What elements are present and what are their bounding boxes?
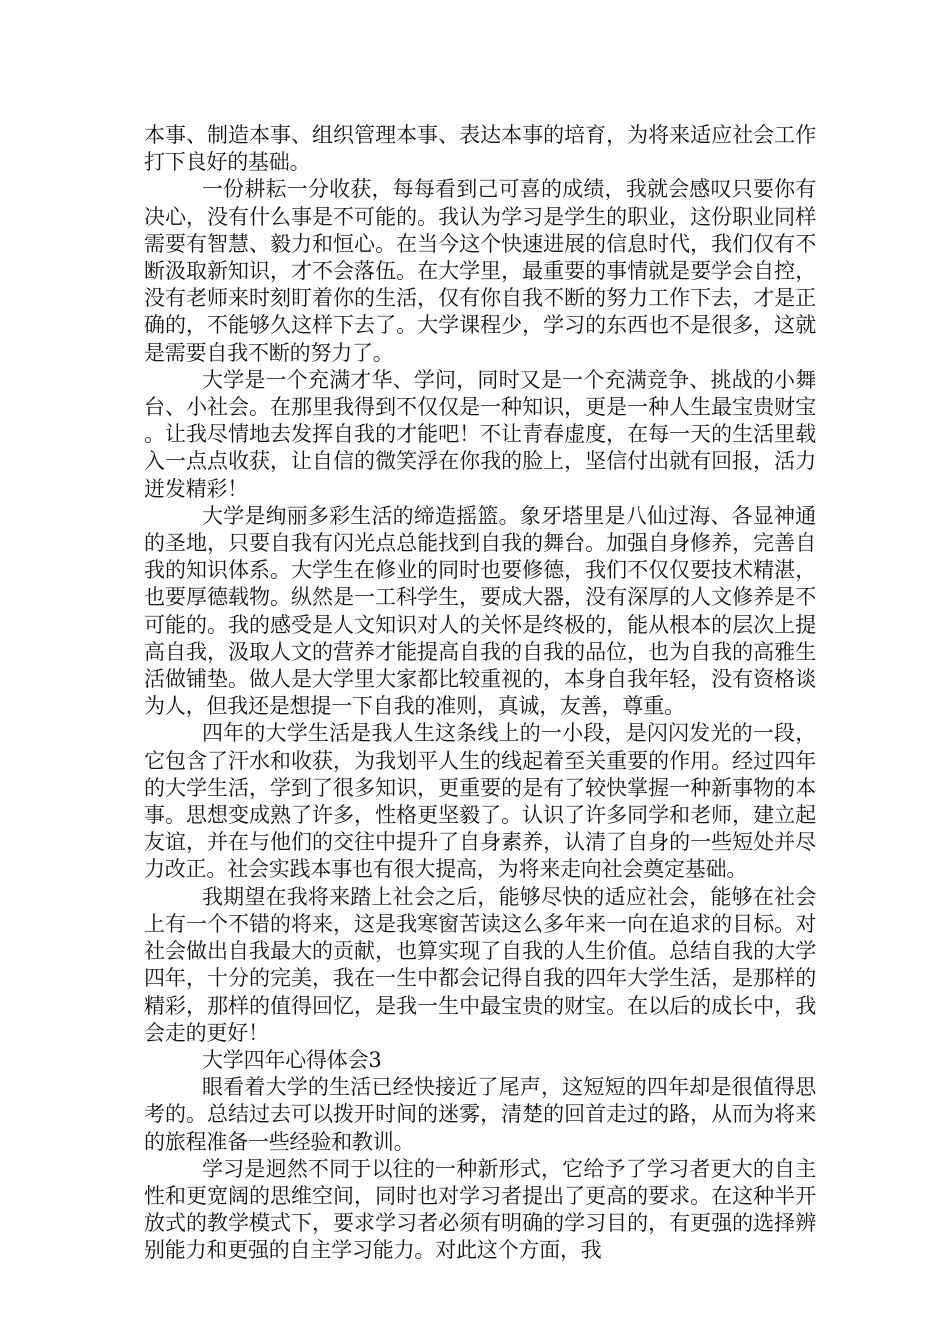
section-heading: 大学四年心得体会3 bbox=[202, 1047, 382, 1072]
paragraph-7: 眼看着大学的生活已经快接近了尾声，这短短的四年却是很值得思考的。总结过去可以拨开时间的迷雾，清楚的回首走过的路，从而为将来的旅程准备一些经验和教训。 bbox=[144, 1075, 816, 1154]
paragraph-8: 学习是迥然不同于以往的一种新形式，它给予了学习者更大的自主性和更宽阔的思维空间，同时也对学习者提出了更高的要求。在这种半开放式的教学模式下，要求学习者必须有明确的学习目的，有更强的选择辨别能力和更强的自主学习能力。对此这个方面，我 bbox=[144, 1156, 816, 1263]
paragraph-3: 大学是一个充满才华、学问，同时又是一个充满竞争、挑战的小舞台、小社会。在那里我得到不仅仅是一种知识，更是一种人生最宝贵财宝。让我尽情地去发挥自我的才能吧！不让青春虚度，在每一天的生活里载入一点点收获，让自信的微笑浮在你我的脸上，坚信付出就有回报，活力迸发精彩！ bbox=[144, 367, 816, 501]
paragraph-2: 一份耕耘一分收获，每每看到己可喜的成绩，我就会感叹只要你有决心，没有什么事是不可能的。我认为学习是学生的职业，这份职业同样需要有智慧、毅力和恒心。在当今这个快速进展的信息时代，我们仅有不断汲取新知识，才不会落伍。在大学里，最重要的事情就是要学会自控，没有老师来时刻盯着你的生活，仅有你自我不断的努力工作下去，才是正确的，不能够久这样下去了。大学课程少，学习的东西也不是很多，这就是需要自我不断的努力了。 bbox=[144, 177, 816, 365]
paragraph-6: 我期望在我将来踏上社会之后，能够尽快的适应社会，能够在社会上有一个不错的将来，这是我寒窗苦读这么多年来一向在追求的目标。对社会做出自我最大的贡献，也算实现了自我的人生价值。总结自我的大学四年，十分的完美，我在一生中都会记得自我的四年大学生活，是那样的精彩，那样的值得回忆，是我一生中最宝贵的财宝。在以后的成长中，我会走的更好！ bbox=[144, 884, 816, 1045]
document-page bbox=[144, 122, 816, 1265]
paragraph-1: 本事、制造本事、组织管理本事、表达本事的培育，为将来适应社会工作打下良好的基础。 bbox=[144, 123, 816, 175]
paragraph-4: 大学是绚丽多彩生活的缔造摇篮。象牙塔里是八仙过海、各显神通的圣地，只要自我有闪光点总能找到自我的舞台。加强自身修养，完善自我的知识体系。大学生在修业的同时也要修德，我们不仅仅要技术精湛，也要厚德载物。纵然是一工科学生，要成大器，没有深厚的人文修养是不可能的。我的感受是人文知识对人的关怀是终极的，能从根本的层次上提高自我，汲取人文的营养才能提高自我的自我的品位，也为自我的高雅生活做铺垫。做人是大学里大家都比较重视的，本身自我年轻，没有资格谈为人，但我还是想提一下自我的准则，真诚，友善，尊重。 bbox=[144, 503, 816, 719]
paragraph-5: 四年的大学生活是我人生这条线上的一小段，是闪闪发光的一段，它包含了汗水和收获，为我划平人生的线起着至关重要的作用。经过四年的大学生活，学到了很多知识，更重要的是有了较快掌握一种新事物的本事。思想变成熟了许多，性格更坚毅了。认识了许多同学和老师，建立起友谊，并在与他们的交往中提升了自身素养，认清了自身的一些短处并尽力改正。社会实践本事也有很大提高，为将来走向社会奠定基础。 bbox=[144, 721, 816, 882]
